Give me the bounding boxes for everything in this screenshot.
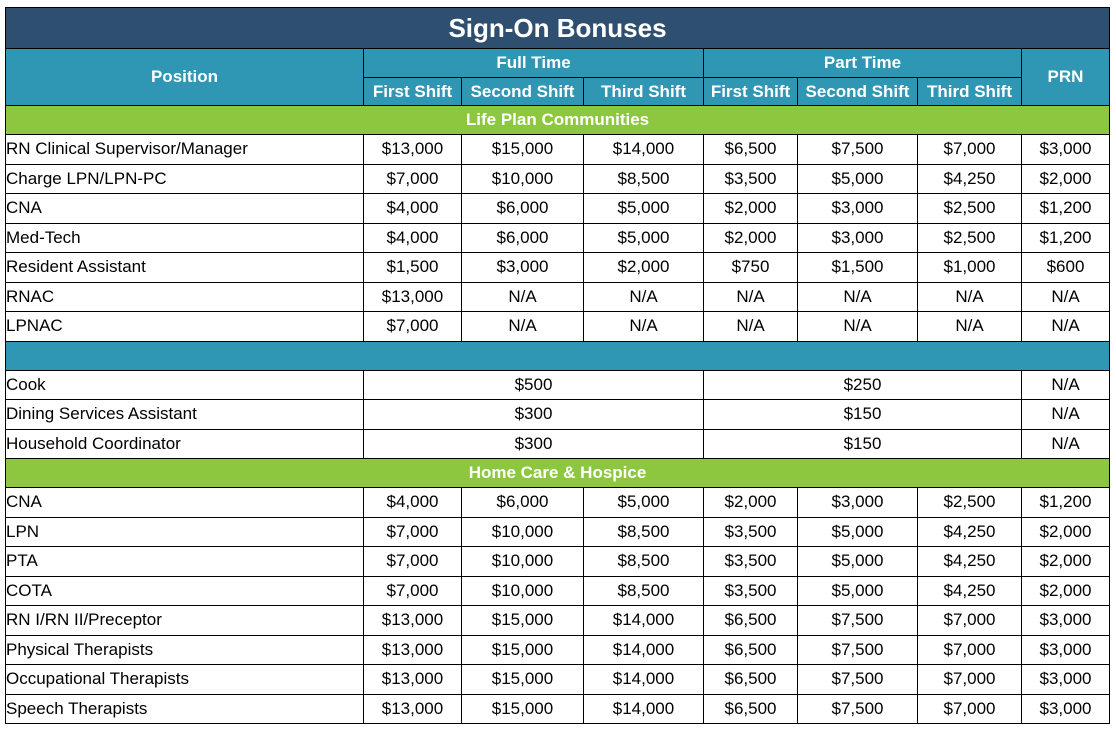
bonus-cell: $7,500 <box>798 665 918 695</box>
bonus-cell: N/A <box>918 282 1022 312</box>
bonus-cell: $4,000 <box>364 488 462 518</box>
part-time-bonus-cell: $250 <box>704 370 1022 400</box>
bonus-cell: $15,000 <box>462 606 584 636</box>
bonus-cell: $2,500 <box>918 194 1022 224</box>
part-time-header: Part Time <box>704 49 1022 78</box>
bonus-cell: N/A <box>798 282 918 312</box>
bonus-cell: $2,500 <box>918 488 1022 518</box>
bonus-cell: $4,000 <box>364 194 462 224</box>
bonus-cell: $1,000 <box>918 253 1022 283</box>
bonus-cell: $3,000 <box>798 194 918 224</box>
bonus-cell: $7,000 <box>918 694 1022 724</box>
position-cell: LPNAC <box>6 312 364 342</box>
bonus-cell: $15,000 <box>462 665 584 695</box>
bonus-cell: $2,000 <box>1022 576 1110 606</box>
bonus-cell: N/A <box>584 312 704 342</box>
section-title: Home Care & Hospice <box>6 459 1110 488</box>
bonus-cell: $7,000 <box>364 517 462 547</box>
position-cell: RN I/RN II/Preceptor <box>6 606 364 636</box>
bonus-cell: $2,500 <box>918 223 1022 253</box>
shift-header: Second Shift <box>798 78 918 106</box>
prn-bonus-cell: N/A <box>1022 429 1110 459</box>
bonus-cell: $7,500 <box>798 135 918 165</box>
position-cell: Resident Assistant <box>6 253 364 283</box>
bonus-cell: N/A <box>704 282 798 312</box>
bonus-cell: N/A <box>798 312 918 342</box>
prn-bonus-cell: N/A <box>1022 400 1110 430</box>
table-row <box>6 135 1110 165</box>
bonus-cell: $14,000 <box>584 635 704 665</box>
bonus-cell: $6,500 <box>704 694 798 724</box>
bonus-cell: $6,000 <box>462 223 584 253</box>
table-row <box>6 164 1110 194</box>
shift-header: First Shift <box>364 78 462 106</box>
bonus-cell: $1,200 <box>1022 488 1110 518</box>
section-home-care-hospice <box>6 459 1110 488</box>
bonus-cell: $5,000 <box>798 576 918 606</box>
shift-header: Third Shift <box>918 78 1022 106</box>
bonus-cell: $15,000 <box>462 694 584 724</box>
bonus-cell: $3,000 <box>1022 635 1110 665</box>
position-cell: Speech Therapists <box>6 694 364 724</box>
bonus-cell: $2,000 <box>704 194 798 224</box>
bonus-cell: $6,500 <box>704 606 798 636</box>
bonus-cell: $6,000 <box>462 488 584 518</box>
table-row <box>6 194 1110 224</box>
bonus-cell: $3,500 <box>704 517 798 547</box>
position-cell: CNA <box>6 488 364 518</box>
position-cell: PTA <box>6 547 364 577</box>
bonus-cell: $5,000 <box>584 194 704 224</box>
bonus-cell: $4,250 <box>918 517 1022 547</box>
sign-on-bonuses-table <box>5 7 1110 724</box>
table-row <box>6 312 1110 342</box>
table-row <box>6 694 1110 724</box>
prn-header: PRN <box>1022 49 1110 106</box>
bonus-cell: $3,000 <box>1022 135 1110 165</box>
bonus-cell: $13,000 <box>364 694 462 724</box>
bonus-cell: $3,000 <box>798 223 918 253</box>
table-row <box>6 665 1110 695</box>
bonus-cell: $1,500 <box>364 253 462 283</box>
bonus-cell: $5,000 <box>798 164 918 194</box>
bonus-cell: $7,000 <box>918 635 1022 665</box>
full-time-bonus-cell: $300 <box>364 429 704 459</box>
bonus-cell: N/A <box>462 312 584 342</box>
bonus-cell: $14,000 <box>584 135 704 165</box>
bonus-cell: N/A <box>704 312 798 342</box>
part-time-bonus-cell: $150 <box>704 400 1022 430</box>
bonus-cell: $13,000 <box>364 606 462 636</box>
bonus-cell: $7,000 <box>918 135 1022 165</box>
section-title: Life Plan Communities <box>6 106 1110 135</box>
bonus-cell: $7,000 <box>364 547 462 577</box>
blank-divider-row <box>6 341 1110 370</box>
bonus-cell: $4,250 <box>918 576 1022 606</box>
table-row <box>6 223 1110 253</box>
table-row <box>6 547 1110 577</box>
bonus-cell: $3,000 <box>1022 606 1110 636</box>
bonus-cell: $2,000 <box>704 488 798 518</box>
bonus-cell: $7,500 <box>798 694 918 724</box>
table-row <box>6 576 1110 606</box>
full-time-bonus-cell: $500 <box>364 370 704 400</box>
bonus-cell: $7,000 <box>364 576 462 606</box>
bonus-cell: $2,000 <box>584 253 704 283</box>
table-row <box>6 400 1110 430</box>
bonus-cell: $6,500 <box>704 665 798 695</box>
bonus-cell: $7,000 <box>364 164 462 194</box>
bonus-cell: $8,500 <box>584 517 704 547</box>
table-row <box>6 635 1110 665</box>
position-cell: LPN <box>6 517 364 547</box>
bonus-cell: $10,000 <box>462 576 584 606</box>
bonus-cell: $14,000 <box>584 665 704 695</box>
table-row <box>6 253 1110 283</box>
position-cell: Household Coordinator <box>6 429 364 459</box>
bonus-cell: $13,000 <box>364 665 462 695</box>
shift-header: Third Shift <box>584 78 704 106</box>
position-cell: CNA <box>6 194 364 224</box>
bonus-cell: $15,000 <box>462 135 584 165</box>
bonus-cell: $8,500 <box>584 164 704 194</box>
bonus-cell: $1,200 <box>1022 223 1110 253</box>
position-cell: Physical Therapists <box>6 635 364 665</box>
bonus-cell: N/A <box>584 282 704 312</box>
full-time-header: Full Time <box>364 49 704 78</box>
blank-divider <box>6 341 1110 370</box>
bonus-cell: $3,000 <box>798 488 918 518</box>
position-cell: Occupational Therapists <box>6 665 364 695</box>
bonus-cell: $2,000 <box>1022 164 1110 194</box>
bonus-cell: $14,000 <box>584 606 704 636</box>
bonus-cell: $3,500 <box>704 164 798 194</box>
bonus-cell: N/A <box>1022 282 1110 312</box>
bonus-cell: $7,500 <box>798 635 918 665</box>
bonus-cell: $4,250 <box>918 164 1022 194</box>
bonus-cell: $5,000 <box>798 547 918 577</box>
bonus-cell: $15,000 <box>462 635 584 665</box>
bonus-cell: $5,000 <box>584 223 704 253</box>
bonus-cell: $4,250 <box>918 547 1022 577</box>
table-body <box>6 106 1110 724</box>
bonus-cell: $1,200 <box>1022 194 1110 224</box>
position-cell: Cook <box>6 370 364 400</box>
position-header: Position <box>6 49 364 106</box>
bonus-cell: $750 <box>704 253 798 283</box>
bonus-cell: $3,000 <box>462 253 584 283</box>
bonus-cell: $14,000 <box>584 694 704 724</box>
table-row <box>6 606 1110 636</box>
table-row <box>6 370 1110 400</box>
bonus-cell: $3,000 <box>1022 665 1110 695</box>
bonus-cell: $7,500 <box>798 606 918 636</box>
bonus-cell: N/A <box>918 312 1022 342</box>
prn-bonus-cell: N/A <box>1022 370 1110 400</box>
bonus-cell: N/A <box>462 282 584 312</box>
full-time-bonus-cell: $300 <box>364 400 704 430</box>
bonus-cell: $10,000 <box>462 164 584 194</box>
table-row <box>6 429 1110 459</box>
bonus-cell: $2,000 <box>1022 547 1110 577</box>
table-row <box>6 488 1110 518</box>
bonus-cell: $3,000 <box>1022 694 1110 724</box>
position-cell: COTA <box>6 576 364 606</box>
shift-header: Second Shift <box>462 78 584 106</box>
table-row <box>6 282 1110 312</box>
bonus-cell: $7,000 <box>364 312 462 342</box>
position-cell: Med-Tech <box>6 223 364 253</box>
bonus-cell: $1,500 <box>798 253 918 283</box>
bonus-cell: $13,000 <box>364 135 462 165</box>
bonus-cell: $3,500 <box>704 547 798 577</box>
bonus-cell: $8,500 <box>584 547 704 577</box>
bonus-cell: $2,000 <box>704 223 798 253</box>
bonus-cell: $4,000 <box>364 223 462 253</box>
bonus-cell: $13,000 <box>364 282 462 312</box>
bonus-cell: $6,500 <box>704 135 798 165</box>
bonus-cell: $2,000 <box>1022 517 1110 547</box>
section-life-plan-communities <box>6 106 1110 135</box>
bonus-cell: $5,000 <box>798 517 918 547</box>
bonus-cell: $6,000 <box>462 194 584 224</box>
bonus-cell: N/A <box>1022 312 1110 342</box>
bonus-cell: $6,500 <box>704 635 798 665</box>
shift-header: First Shift <box>704 78 798 106</box>
table-title: Sign-On Bonuses <box>6 8 1110 49</box>
position-cell: RNAC <box>6 282 364 312</box>
position-cell: Dining Services Assistant <box>6 400 364 430</box>
bonus-cell: $8,500 <box>584 576 704 606</box>
part-time-bonus-cell: $150 <box>704 429 1022 459</box>
bonus-cell: $600 <box>1022 253 1110 283</box>
bonus-cell: $7,000 <box>918 665 1022 695</box>
bonus-cell: $5,000 <box>584 488 704 518</box>
bonus-cell: $10,000 <box>462 547 584 577</box>
bonus-cell: $10,000 <box>462 517 584 547</box>
bonus-cell: $13,000 <box>364 635 462 665</box>
bonus-cell: $3,500 <box>704 576 798 606</box>
bonus-cell: $7,000 <box>918 606 1022 636</box>
position-cell: RN Clinical Supervisor/Manager <box>6 135 364 165</box>
table-row <box>6 517 1110 547</box>
position-cell: Charge LPN/LPN-PC <box>6 164 364 194</box>
